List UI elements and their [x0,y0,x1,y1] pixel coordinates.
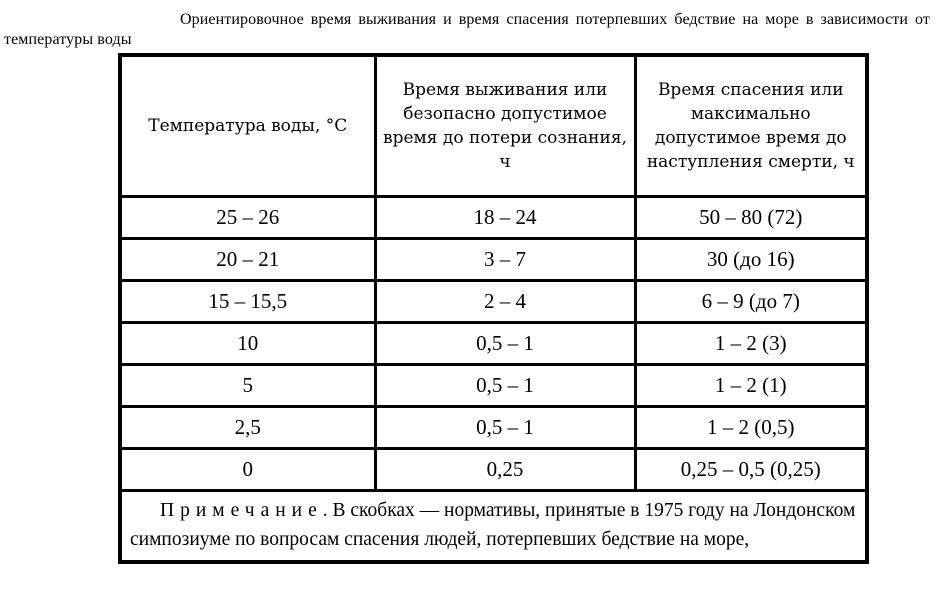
table-caption: Ориентировочное время выживания и время спасения потерпевших бедствие на море в зависимости от температуры воды [4,11,930,48]
note-text: . В скобках — нормативы, принятые в 1975 году на Лондонском симпозиуме по вопросам спасения людей, потерпевших бедствие на море, [130,500,856,550]
table-note [120,491,867,563]
cell-rescue-time: 30 (до 16) [635,239,867,281]
table-note-row [120,491,867,563]
cell-temperature: 20 – 21 [120,239,375,281]
cell-temperature: 2,5 [120,407,375,449]
cell-survival-time: 18 – 24 [375,197,635,239]
header-survival-time: Время выживания или безопасно допустимое время до потери сознания, ч [375,55,635,197]
cell-rescue-time: 1 – 2 (0,5) [635,407,867,449]
cell-survival-time: 0,25 [375,449,635,491]
note-label: Примечание [160,500,323,521]
cell-rescue-time: 50 – 80 (72) [635,197,867,239]
table-row [120,323,867,365]
cell-rescue-time: 1 – 2 (1) [635,365,867,407]
survival-time-table [118,53,869,564]
cell-survival-time: 0,5 – 1 [375,365,635,407]
table-header-row [120,55,867,197]
cell-rescue-time: 0,25 – 0,5 (0,25) [635,449,867,491]
table-row [120,407,867,449]
header-rescue-time: Время спасения или максимально допустимое время до наступления смерти, ч [635,55,867,197]
cell-temperature: 15 – 15,5 [120,281,375,323]
table-row [120,197,867,239]
cell-temperature: 5 [120,365,375,407]
cell-survival-time: 0,5 – 1 [375,407,635,449]
cell-temperature: 0 [120,449,375,491]
cell-rescue-time: 1 – 2 (3) [635,323,867,365]
table-row [120,281,867,323]
cell-temperature: 25 – 26 [120,197,375,239]
cell-survival-time: 0,5 – 1 [375,323,635,365]
cell-survival-time: 2 – 4 [375,281,635,323]
cell-survival-time: 3 – 7 [375,239,635,281]
header-water-temperature: Температура воды, °С [120,55,375,197]
cell-temperature: 10 [120,323,375,365]
cell-rescue-time: 6 – 9 (до 7) [635,281,867,323]
table-row [120,365,867,407]
table-row [120,239,867,281]
table-row [120,449,867,491]
